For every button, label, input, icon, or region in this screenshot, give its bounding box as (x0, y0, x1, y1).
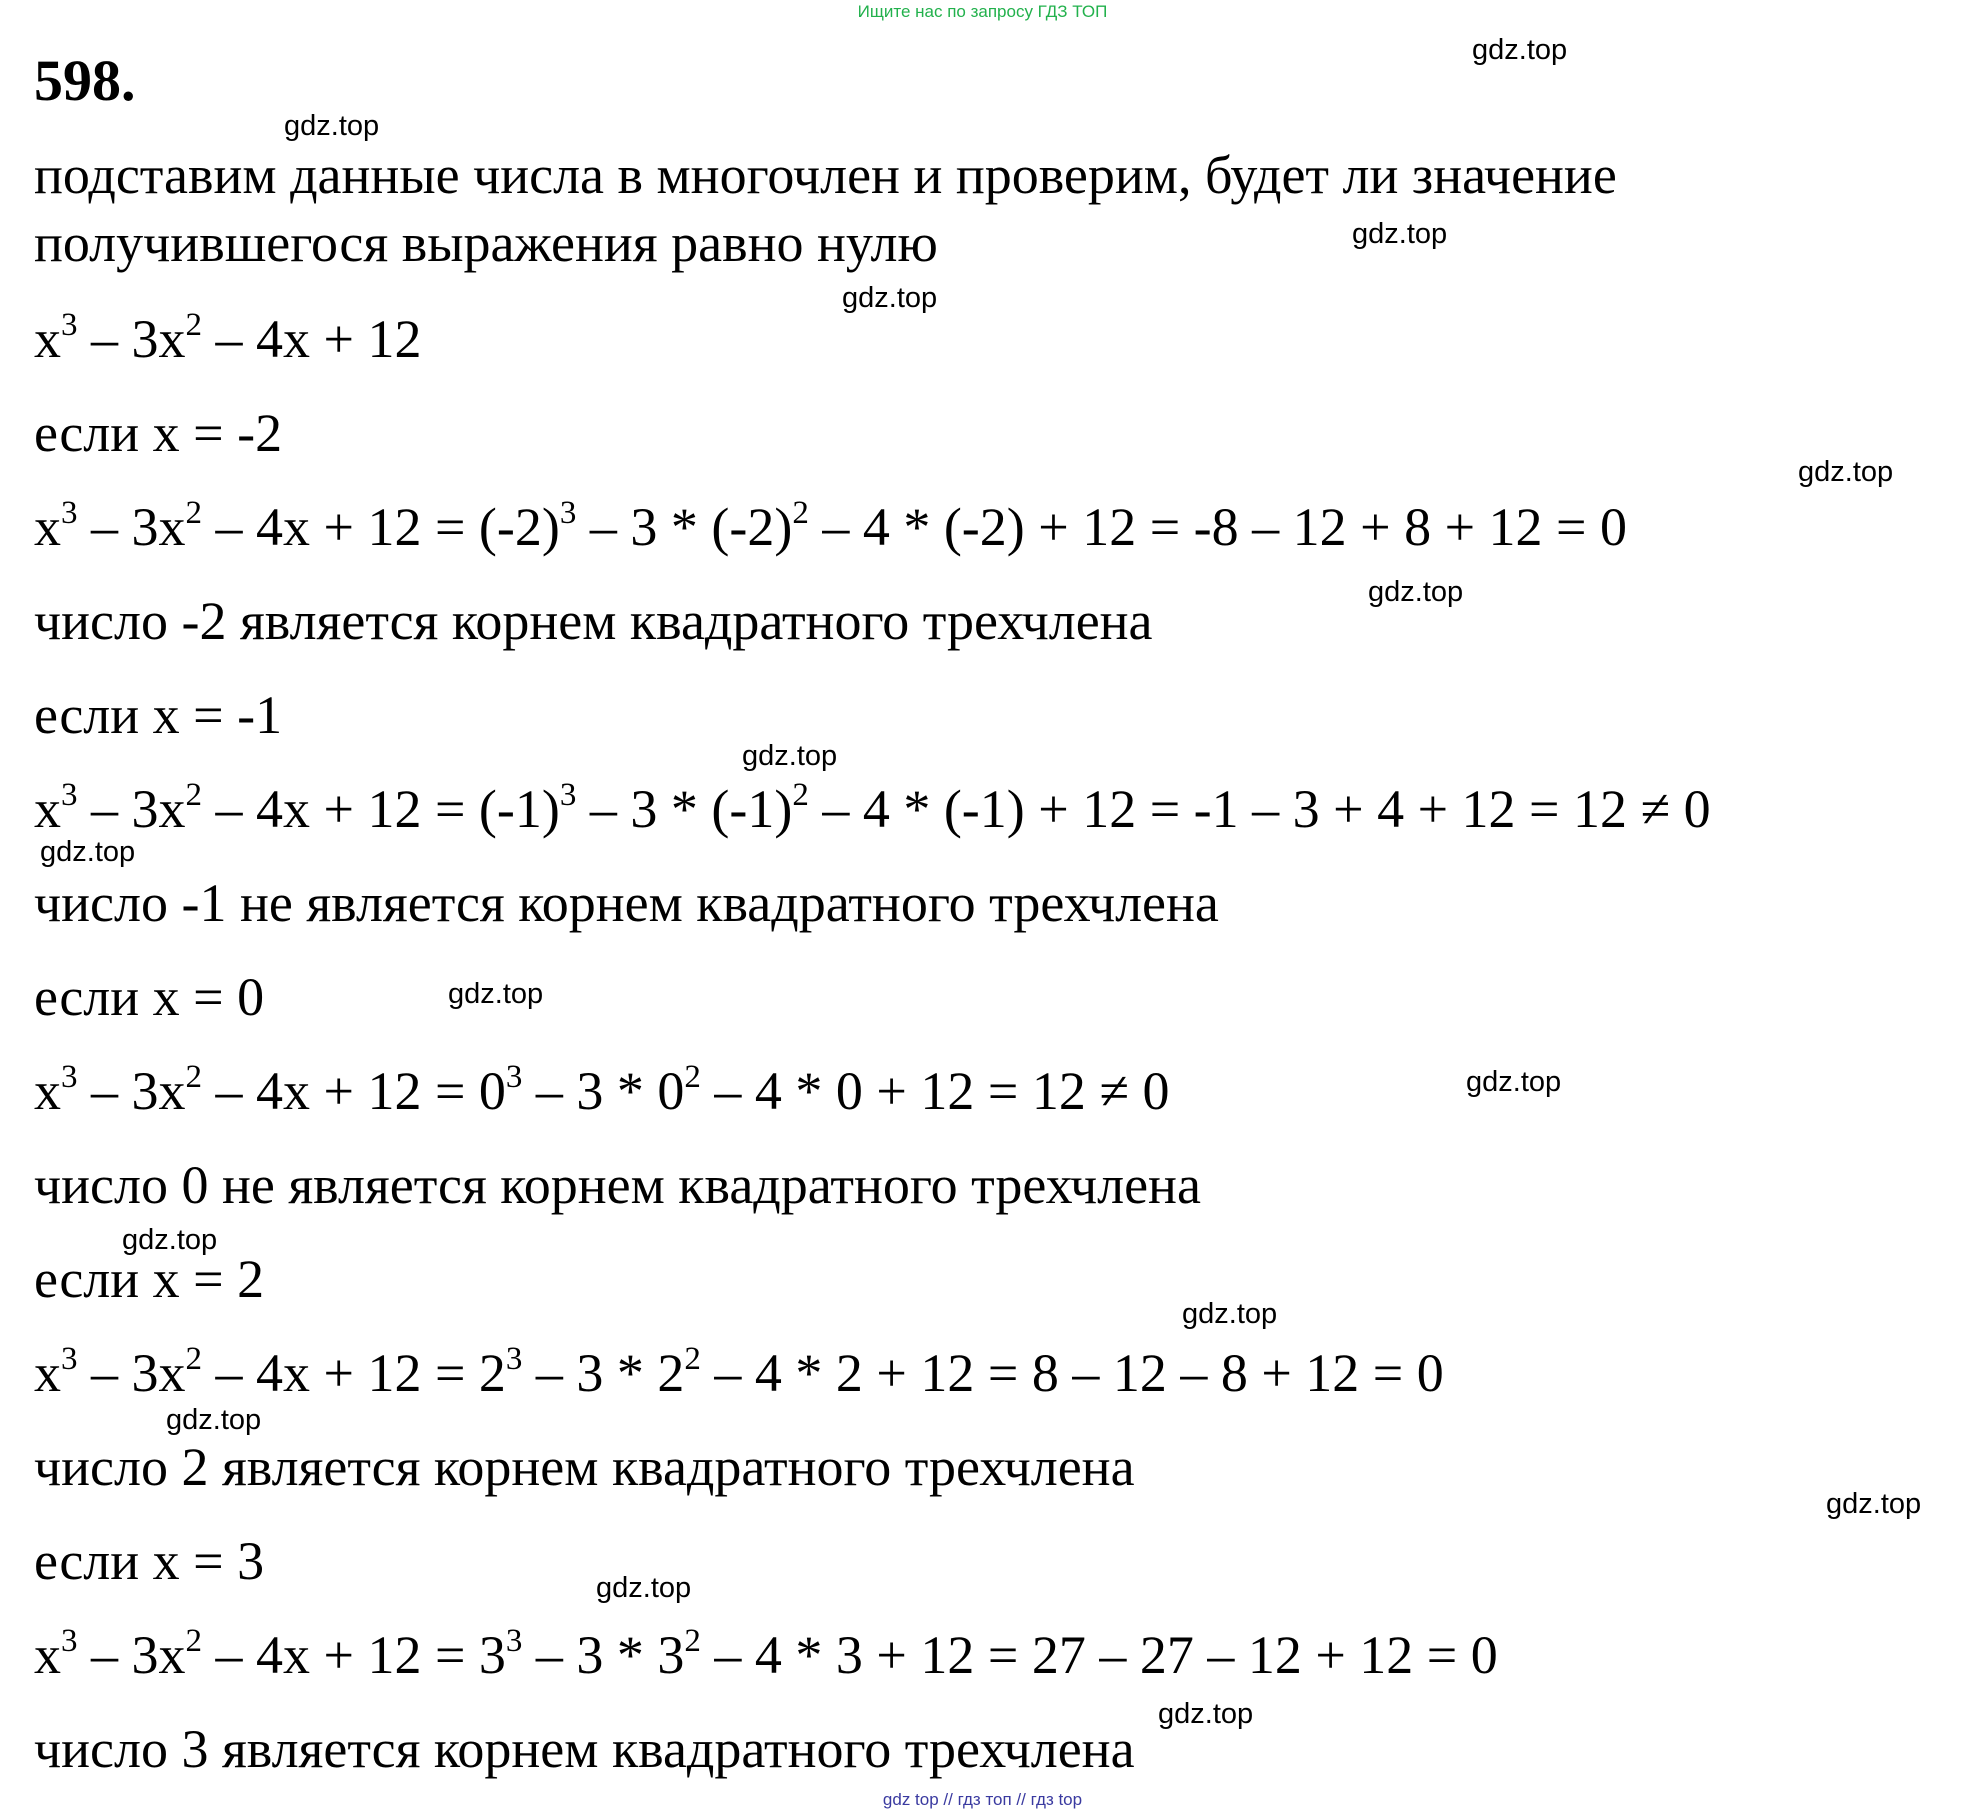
watermark: gdz.top (284, 110, 380, 142)
problem-number: 598. (34, 48, 136, 113)
equation-0: $x^3 - 3x^2 - 4x + 12 = 0^3 - 3 * 0^2 - 4 * 0 + 12 = 12 \ne 0$ (34, 1059, 1170, 1121)
watermark: gdz.top (448, 978, 544, 1010)
result-0: число 0 не является корнем квадратного трехчлена (34, 1155, 1201, 1215)
equation-minus-1: $x^3 - 3x^2 - 4x + 12 = (-1)^3 - 3 * (-1)^2 - 4 * (-1) + 12 = -1 - 3 + 4 + 12 = 12 \ne 0$ (34, 777, 1711, 839)
watermark: gdz.top (742, 740, 838, 772)
result-minus-2: число -2 является корнем квадратного трехчлена (34, 591, 1153, 651)
result-2: число 2 является корнем квадратного трехчлена (34, 1437, 1135, 1497)
watermark: gdz.top (1826, 1488, 1922, 1520)
watermark: gdz.top (1182, 1298, 1278, 1330)
watermark: gdz.top (1472, 34, 1568, 66)
watermark: gdz.top (40, 836, 136, 868)
watermark: gdz.top (166, 1404, 262, 1436)
case-heading-0: если x = 0 (34, 967, 265, 1027)
equation-3: $x^3 - 3x^2 - 4x + 12 = 3^3 - 3 * 3^2 - 4 * 3 + 12 = 27 - 27 - 12 + 12 = 0$ (34, 1623, 1498, 1685)
watermark: gdz.top (122, 1224, 218, 1256)
polynomial: $x^3 - 3x^2 - 4x + 12$ (34, 307, 422, 369)
case-heading-3: если x = 3 (34, 1531, 265, 1591)
footer-links[interactable]: gdz top // гдз топ // гдз top (882, 1790, 1083, 1809)
result-minus-1: число -1 не является корнем квадратного трехчлена (34, 873, 1219, 933)
watermark: gdz.top (1466, 1066, 1562, 1098)
watermark: gdz.top (596, 1572, 692, 1604)
case-heading-minus-1: если x = -1 (34, 685, 283, 745)
watermark: gdz.top (1798, 456, 1894, 488)
watermark: gdz.top (1352, 218, 1448, 250)
header-search-link[interactable]: Ищите нас по запросу ГДЗ ТОП (857, 2, 1108, 21)
watermark: gdz.top (1158, 1698, 1254, 1730)
intro-line-1: подставим данные числа в многочлен и проверим, будет ли значение (34, 145, 1617, 205)
watermark: gdz.top (1368, 576, 1464, 608)
intro-line-2: получившегося выражения равно нулю (34, 213, 938, 273)
case-heading-2: если x = 2 (34, 1249, 265, 1309)
equation-2: $x^3 - 3x^2 - 4x + 12 = 2^3 - 3 * 2^2 - 4 * 2 + 12 = 8 - 12 - 8 + 12 = 0$ (34, 1341, 1444, 1403)
equation-minus-2: $x^3 - 3x^2 - 4x + 12 = (-2)^3 - 3 * (-2)^2 - 4 * (-2) + 12 = -8 - 12 + 8 + 12 = 0$ (34, 495, 1628, 557)
watermark: gdz.top (842, 282, 938, 314)
case-heading-minus-2: если x = -2 (34, 403, 283, 463)
result-3: число 3 является корнем квадратного трехчлена (34, 1719, 1135, 1779)
